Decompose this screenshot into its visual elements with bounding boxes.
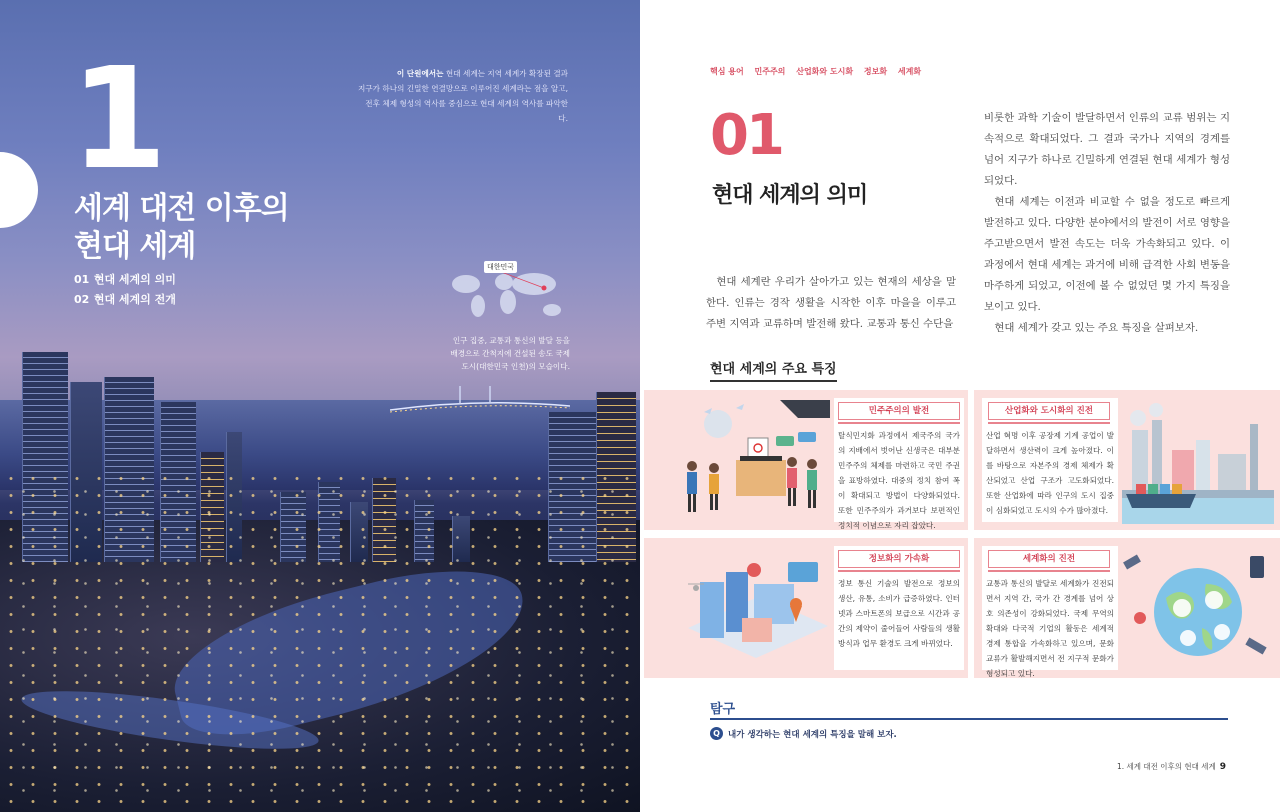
key-term: 세계화	[897, 67, 922, 76]
caption-line: 배경으로 간척지에 건설된 송도 국제	[450, 349, 570, 358]
intro-text: 지구가 하나의 긴밀한 연결망으로 이루어진 세계라는 점을 알고,	[357, 84, 568, 93]
item-number: 01	[74, 273, 90, 286]
key-terms	[710, 66, 929, 77]
map-tag-korea: 대한민국	[484, 261, 517, 273]
voting-illustration	[680, 396, 830, 524]
section-title: 현대 세계의 의미	[712, 183, 868, 208]
key-term: 정보화	[863, 67, 888, 76]
explore-divider	[710, 718, 1228, 720]
intro-text: 전후 체제 형성의 역사를 중심으로 현대 세계의 역사를 파악한다.	[365, 99, 568, 123]
caption-line: 도시(대한민국 인천)의 모습이다.	[461, 362, 570, 371]
unit-title	[74, 190, 289, 266]
unit-title-line: 현대 세계	[74, 229, 196, 264]
section-number: 01	[710, 103, 782, 168]
key-term: 산업화와 도시화	[796, 67, 854, 76]
feature-card-globalization	[974, 538, 1280, 678]
explore-heading: 탐구	[710, 702, 736, 717]
card-text: 탈식민지화 과정에서 제국주의 국가의 지배에서 벗어난 신생국은 대부분 민주주의 체제를 마련하고 국민 주권을 표방하였다. 대중의 정치 참여 폭이 확대되고 방법이 다양화되었다. 또한 민주주의가 과거보다 보편적인 정치적 이념으로 자리 잡았다.	[838, 431, 960, 530]
unit-title-line: 세계 대전 이후의	[74, 191, 289, 226]
card-title: 산업화와 도시화의 진전	[988, 402, 1110, 420]
card-text: 정보 통신 기술의 발전으로 정보의 생산, 유통, 소비가 급증하였다. 인터넷과 스마트폰의 보급으로 시간과 공간의 제약이 줄어들어 사람들의 생활 방식과 업무 환경도 크게 바뀌었다.	[838, 579, 960, 648]
paragraph: 비롯한 과학 기술이 발달하면서 인류의 교류 범위는 지속적으로 확대되었다. 그 결과 국가나 지역의 경계를 넘어 지구가 하나로 긴밀하게 연결된 현대 세계가 형성되었다.	[984, 112, 1230, 187]
item-number: 02	[74, 293, 90, 306]
page-footer	[1117, 761, 1226, 772]
caption-line: 인구 집중, 교통과 통신의 발달 등을	[452, 336, 570, 345]
unit-contents	[74, 270, 176, 310]
card-title: 세계화의 진전	[988, 550, 1110, 568]
paragraph: 현대 세계가 갖고 있는 주요 특징을 살펴보자.	[994, 322, 1199, 334]
item-label: 현대 세계의 의미	[93, 273, 176, 286]
card-title: 민주주의의 발전	[838, 402, 960, 420]
item-label: 현대 세계의 전개	[93, 293, 176, 306]
unit-intro	[356, 66, 568, 126]
paragraph: 현대 세계는 이전과 비교할 수 없을 정도로 빠르게 발전하고 있다. 다양한 분야에서의 발전이 서로 영향을 주고받으면서 발전 속도는 더욱 가속화되고 있다. 이 과정에서 현대 세계는 과거에 비해 급격한 사회 변동을 마주하게 되었고, 이전에 볼 수 없었던 몇 가지 특징을 보이고 있다.	[984, 196, 1230, 313]
card-text: 교통과 통신의 발달로 세계화가 진전되면서 지역 간, 국가 간 경계를 넘어 상호 의존성이 강화되었다. 국제 무역의 확대와 다국적 기업의 활동은 세계적 경제 통합을 가속화하고 있으며, 문화 교류가 활발해지면서 전 지구적 문화가 형성되고 있다.	[986, 579, 1114, 678]
features-heading: 현대 세계의 주요 특징	[710, 358, 837, 382]
information-city-illustration	[680, 548, 832, 672]
content-page	[640, 0, 1280, 812]
running-title: 1. 세계 대전 이후의 현대 세계	[1116, 762, 1216, 771]
feature-card-democracy	[644, 390, 968, 530]
unit-content-item[interactable]	[74, 270, 176, 290]
city-lights	[8, 480, 640, 812]
key-terms-label: 핵심 용어	[710, 67, 744, 76]
unit-number: 1	[70, 38, 162, 201]
tab-marker	[0, 152, 38, 228]
body-text-right	[984, 108, 1230, 339]
globe-illustration	[1122, 548, 1274, 672]
intro-text: 현대 세계는 지역 세계가 확장된 결과	[443, 69, 568, 78]
card-title: 정보화의 가속화	[838, 550, 960, 568]
factory-city-illustration	[1122, 400, 1274, 524]
paragraph: 현대 세계란 우리가 살아가고 있는 현재의 세상을 말한다. 인류는 경작 생활을 시작한 이후 마을을 이루고 주변 지역과 교류하며 발전해 왔다. 교통과 통신 수단을	[706, 276, 956, 330]
feature-card-industrialization	[974, 390, 1280, 530]
body-text-left	[706, 272, 956, 335]
photo-caption	[440, 334, 570, 373]
page-number: 9	[1219, 762, 1226, 772]
feature-card-information	[644, 538, 968, 678]
intro-bold: 이 단원에서는	[396, 69, 444, 78]
key-term: 민주주의	[754, 67, 786, 76]
question-icon: Q	[710, 727, 723, 740]
unit-content-item[interactable]	[74, 290, 176, 310]
question-text: 내가 생각하는 현대 세계의 특징을 말해 보자.	[728, 730, 897, 740]
card-text: 산업 혁명 이후 공장제 기계 공업이 발달하면서 생산력이 크게 높아졌다. 이를 바탕으로 자본주의 경제 체제가 확산되었고 산업 구조가 고도화되었다. 또한 산업화에 따라 인구의 도시 집중이 심화되었고 도시의 수가 많아졌다.	[986, 431, 1114, 515]
